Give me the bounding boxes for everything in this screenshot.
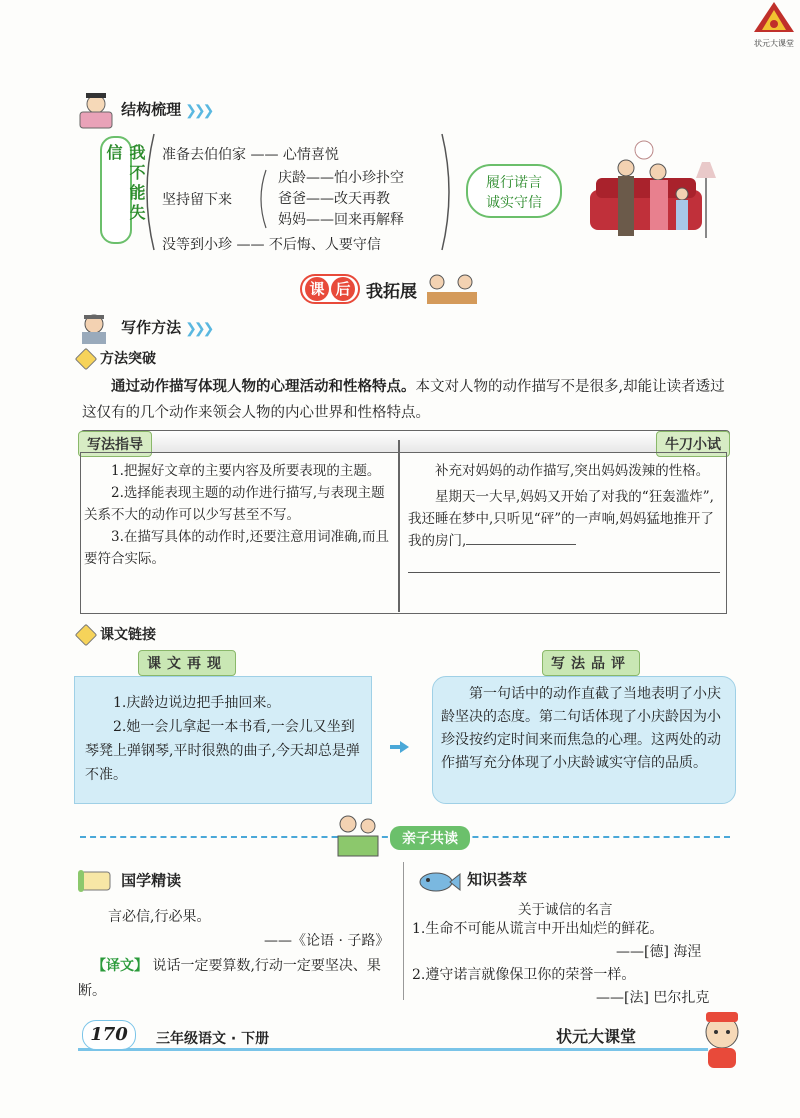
students-desk-icon [423,272,481,306]
structure-sub-1: 庆龄——怕小珍扑空 [278,170,404,186]
inner-bracket-icon [254,168,268,230]
recap-item: 1.庆龄边说边把手抽回来。 [113,695,281,711]
reading-column-divider [403,862,404,1000]
structure-row-1 [162,144,339,166]
text-recap-title: 课文再现 [147,656,227,672]
badge-char: 课 [305,277,329,301]
summary-bubble [466,164,562,218]
method-box [80,430,728,614]
row-left: 准备去伯伯家 [162,147,246,163]
trial-answer-blank[interactable] [466,544,576,545]
quote-source: ——[法] 巴尔扎克 [596,990,710,1006]
breakthrough-header [78,348,156,368]
arrow-icon: ❯❯❯ [185,102,212,119]
pencil-icon [75,347,98,370]
footer-bar [78,1048,708,1051]
link-header [78,624,156,644]
pencil-icon [75,623,98,646]
trial-answer-line[interactable] [408,552,720,573]
right-bracket-icon [438,132,458,252]
bubble-line: 诚实守信 [486,195,542,211]
recap-item: 2.她一会儿拿起一本书看,一会儿又坐到琴凳上弹钢琴,平时很熟的曲子,今天却总是弹不准。 [85,719,360,783]
translation-label: 【译文】 [92,958,148,974]
commentary-title: 写法品评 [551,656,631,672]
family-illustration [586,138,716,246]
sub-name: 妈妈 [278,212,306,228]
structure-sub-2: 爸爸——改天再教 [278,191,390,207]
classic-source: ——《论语 · 子路》 [264,933,390,949]
extend-banner [300,272,481,306]
commentary-box [432,676,736,804]
translation [78,954,390,1004]
quote-text: 2.遵守诺言就像保卫你的荣誉一样。 [412,967,636,983]
guide-title: 写法指导 [87,437,143,453]
classic-quote: 言必信,行必果。 [108,909,211,925]
reading-banner-text: 亲子共读 [402,831,458,847]
logo-text: 状元大课堂 [754,39,794,48]
commentary-tag [542,650,640,676]
footer-brand: 状元大课堂 [556,1027,637,1046]
knowledge-subtitle: 关于诚信的名言 [518,902,613,918]
structure-row-2 [162,189,232,211]
left-bracket-icon [138,132,158,252]
trial-intro: 补充对妈妈的动作描写,突出妈妈泼辣的性格。 [435,463,710,479]
method-box-header [80,430,730,453]
row-right: 不后悔、人要守信 [268,237,381,253]
side-label [100,136,146,244]
extend-title: 我拓展 [366,281,417,302]
dash: —— [236,237,265,253]
writing-header [76,312,211,344]
trial-title: 牛刀小试 [665,437,721,453]
trial-text-block [408,486,724,552]
reading-banner [390,826,470,850]
classic-title: 国学精读 [121,871,182,890]
text-recap-box [74,676,372,804]
structure-row-3 [162,234,381,256]
translation-text: 说话一定要算数,行动一定要坚决、果断。 [78,958,381,999]
structure-header [74,90,211,130]
page-number-badge [82,1020,136,1050]
brand-logo [752,0,796,50]
commentary-text: 第一句话中的动作直截了当地表明了小庆龄坚决的态度。第二句话体现了小庆龄因为小珍没按约定时间来而焦急的心理。这两处的动作描写充分体现了小庆龄诚实守信的品质。 [441,686,721,771]
guide-item: 3.在描写具体的动作时,还要注意用词准确,而且要符合实际。 [84,529,389,567]
sub-name: 庆龄 [278,170,306,186]
bubble-line: 履行诺言 [486,175,542,191]
trial-column [408,460,724,573]
scroll-icon [76,866,116,896]
side-label-text: 我不能失信 [104,144,146,224]
trial-text: 星期天一大早,妈妈又开始了对我的“狂轰滥炸”,我还睡在梦中,只听见“砰”的一声响,妈妈猛地推开了我的房门, [408,489,714,549]
structure-sub-3: 妈妈——回来再解释 [278,212,404,228]
dash: —— [250,147,279,163]
guide-column [84,460,394,570]
writing-title: 写作方法 [121,318,182,337]
logo-triangle-icon [752,0,796,34]
quote-text: 1.生命不可能从谎言中开出灿烂的鲜花。 [412,921,664,937]
sub-right: 改天再教 [334,191,390,207]
breakthrough-paragraph [82,374,738,426]
right-arrow-icon [390,740,410,754]
knowledge-header [416,866,527,894]
structure-title: 结构梳理 [121,100,182,119]
student-reading-icon [74,90,116,130]
badge-char: 后 [331,277,355,301]
breakthrough-text: 本文对人物的动作描写不是很多,却能让读者透过这仅有的几个动作来领会人物的内心世界和性格特点。 [82,379,725,421]
extend-badge [300,274,360,304]
row-left: 没等到小珍 [162,237,232,253]
teacher-icon [76,312,116,344]
parent-child-reading-icon [334,812,382,858]
fish-icon [416,866,462,894]
knowledge-title: 知识荟萃 [467,870,528,889]
breakthrough-title: 方法突破 [100,351,156,367]
sub-name: 爸爸 [278,191,306,207]
arrow-icon: ❯❯❯ [185,320,212,337]
breakthrough-bold: 通过动作描写体现人物的心理活动和性格特点。 [111,379,416,395]
classic-header [76,866,181,896]
column-divider [398,440,400,612]
mascot-icon [694,1010,750,1072]
guide-item: 2.选择能表现主题的动作进行描写,与表现主题关系不大的动作可以少写甚至不写。 [84,485,385,523]
sub-right: 回来再解释 [334,212,404,228]
text-recap-tag [138,650,236,676]
guide-item: 1.把握好文章的主要内容及所要表现的主题。 [111,463,381,479]
sub-right: 怕小珍扑空 [334,170,404,186]
link-title: 课文链接 [100,627,156,643]
quote-source: ——[德] 海涅 [616,944,702,960]
page-number: 170 [90,1024,128,1045]
row-left: 坚持留下来 [162,192,232,208]
row-right: 心情喜悦 [282,147,339,163]
footer-book: 三年级语文 · 下册 [156,1031,270,1047]
